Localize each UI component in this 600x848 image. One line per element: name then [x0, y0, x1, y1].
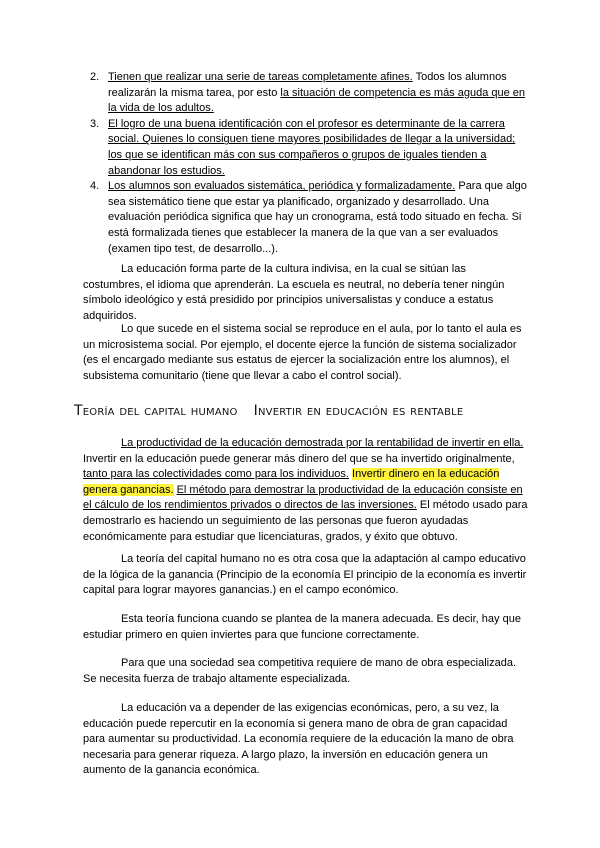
list-number: 3.	[90, 117, 100, 130]
list-item	[80, 179, 530, 257]
underlined-text: tanto para las colectividades como para los individuos.	[83, 468, 349, 481]
list-item	[80, 70, 530, 117]
highlighted-text: Invertir dinero en la educación genera ganancias.	[83, 468, 500, 496]
underlined-text: La productividad de la educación demostrada por la rentabilidad de invertir en ella.	[121, 437, 524, 449]
list-number: 2.	[90, 71, 100, 83]
list-item	[80, 117, 530, 179]
paragraph-microsistema: Lo que sucede en el sistema social se reproduce en el aula, por lo tanto el aula es un microsistema social. Por ejemplo, el docente ejerce la función de sistema socializador (es el encargado mediante sus estatus de ejercer la socialización entre los alumnos), el subsistema comunitario (tiene que llevar a cabo el control social).	[83, 323, 522, 382]
underlined-text: El método para demostrar la productividad de la educación consiste en el cálculo de los rendimientos privados o directos de las inversiones.	[83, 483, 523, 512]
underlined-text: El logro de una buena identificación con el profesor es determinante de la carrera social. Quienes lo consiguen tiene mayores posibilidades de llegar a la universidad; los que se identifican más con sus compañeros o grupos de iguales tienden a abandonar los estudios.	[108, 117, 516, 177]
heading-part-2: Invertir en educación es rentable	[253, 403, 464, 419]
underlined-text: Los alumnos son evaluados sistemática, periódica y formalizadamente.	[108, 180, 456, 193]
body-text: Invertir en la educación puede generar más dinero del que se ha invertido originalmente,	[83, 452, 515, 465]
paragraph-productividad	[83, 436, 528, 545]
paragraph-cultura: La educación forma parte de la cultura indivisa, en la cual se sitúan las costumbres, el idioma que aprenderán. La escuela es neutral, no debería tener ningún símbolo ideológico y está presidido por principios universalistas y conduce a estatus adquiridos.	[83, 263, 505, 322]
paragraph-funciona: Esta teoría funciona cuando se plantea de la manera adecuada. Es decir, hay que estudiar primero en quien inviertes para que funcione correctamente.	[83, 613, 521, 641]
numbered-list	[80, 70, 530, 257]
underlined-text: Tienen que realizar una serie de tareas completamente afines.	[108, 71, 413, 83]
paragraph-competitiva: Para que una sociedad sea competitiva requiere de mano de obra especializada. Se necesita fuerza de trabajo altamente especializada.	[83, 657, 517, 685]
body-text: Para que algo sea sistemático tiene que estar ya planificado, organizado y desarrollado. Una evaluación periódica significa que hay un cronograma, está todo situado en fecha. Si está formalizada tienes que establecer la manera de la que van a ser evaluados (examen tipo test, de desarrollo...).	[108, 180, 527, 255]
underlined-text: la situación de competencia es más aguda que en la vida de los adultos.	[108, 86, 526, 115]
list-number: 4.	[90, 180, 100, 193]
paragraph-exigencias: La educación va a depender de las exigencias económicas, pero, a su vez, la educación puede repercutir en la economía si genera mano de obra de gran capacidad para aumentar su productividad. La economía requiere de la educación la mano de obra necesaria para generar riqueza. A largo plazo, la inversión en educación genera un aumento de la ganancia económica.	[83, 702, 514, 777]
body-text: El método usado para demostrarlo es haciendo un seguimiento de las personas que fueron ayudadas económicamente para estudiar que licenciaturas, grados, y éxito que obtuvo.	[83, 499, 528, 543]
paragraph-teoria: La teoría del capital humano no es otra cosa que la adaptación al campo educativo de la lógica de la ganancia (Principio de la economía El principio de la economía es invertir capital para lograr mayores ganancias.) en el campo económico.	[83, 553, 527, 597]
heading-part-1: Teoría del capital humano	[74, 403, 238, 419]
body-text: Todos los alumnos realizarán la misma tarea, por esto	[108, 71, 507, 99]
section-heading	[74, 403, 463, 419]
